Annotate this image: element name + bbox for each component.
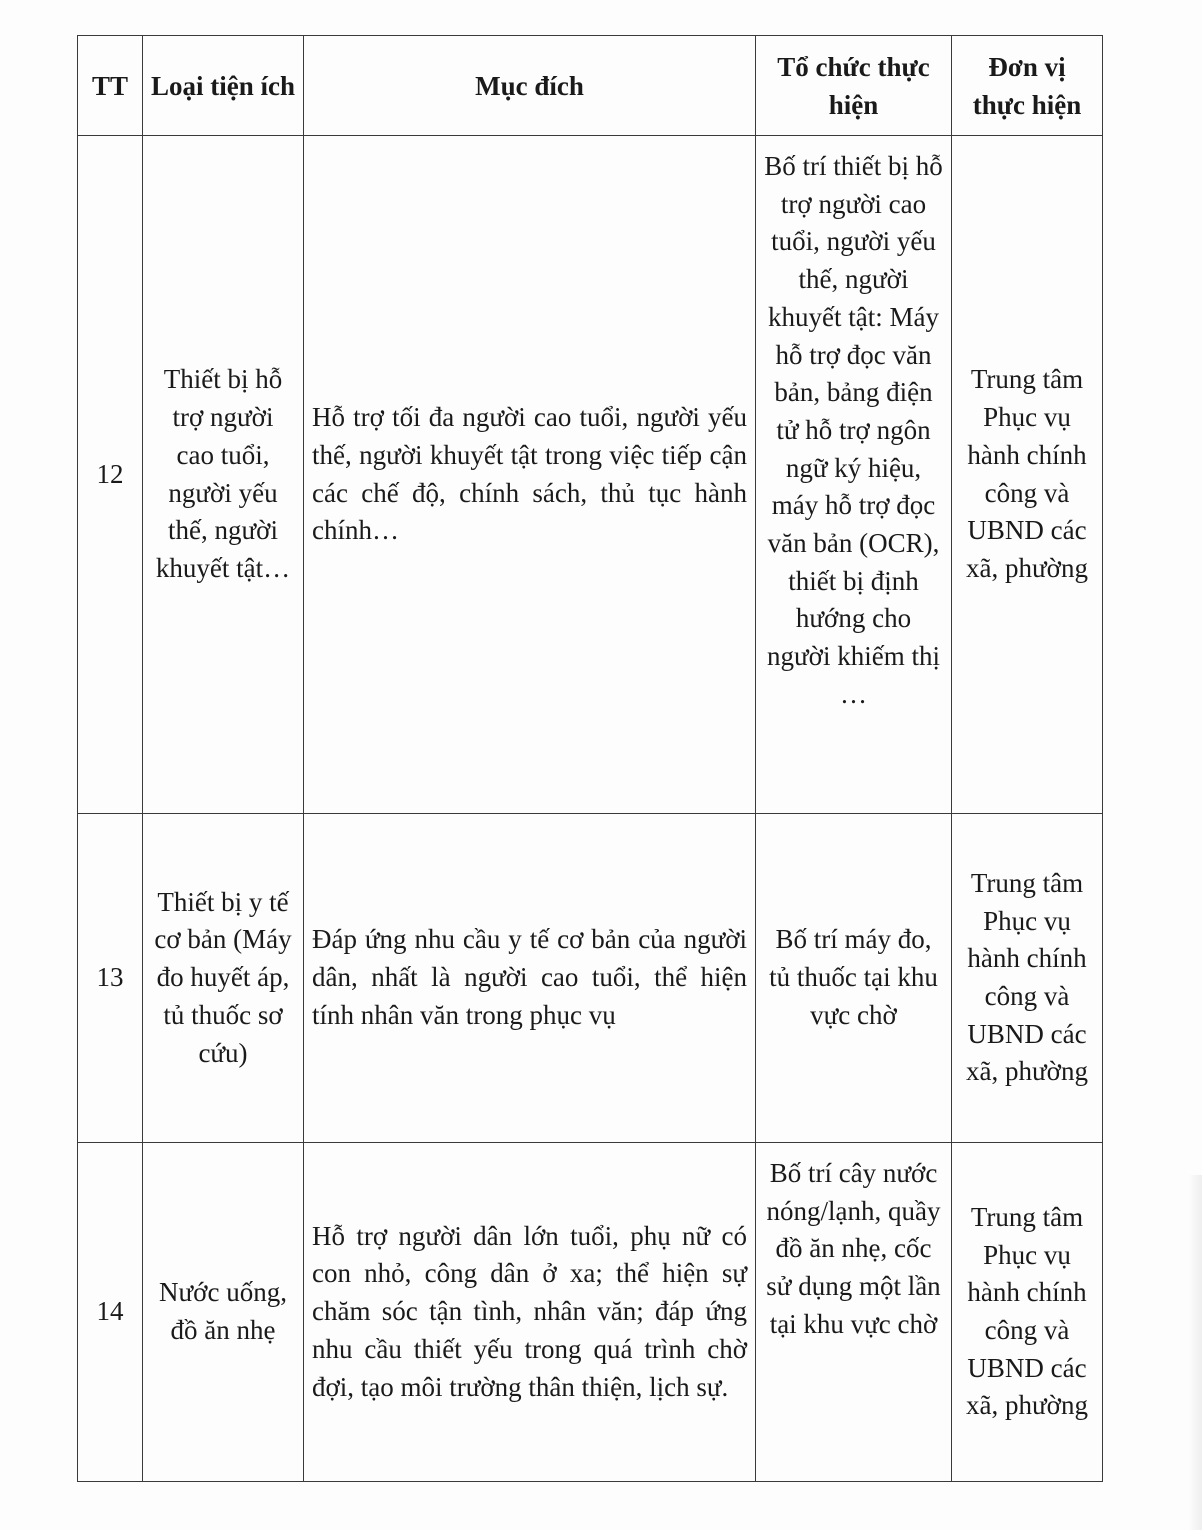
cell-organization: Bố trí cây nước nóng/lạnh, quầy đồ ăn nhẹ, cốc sử dụng một lần tại khu vực chờ	[756, 1143, 952, 1482]
header-tt: TT	[78, 36, 143, 136]
table-row	[78, 1143, 1103, 1482]
table-header-row	[78, 36, 1103, 136]
cell-type: Nước uống, đồ ăn nhẹ	[143, 1143, 304, 1482]
cell-purpose: Hỗ trợ người dân lớn tuổi, phụ nữ có con nhỏ, công dân ở xa; thể hiện sự chăm sóc tận tình, nhân văn; đáp ứng nhu cầu thiết yếu trong quá trình chờ đợi, tạo môi trường thân thiện, lịch sự.	[304, 1143, 756, 1482]
cell-tt: 12	[78, 136, 143, 814]
header-purpose: Mục đích	[304, 36, 756, 136]
table-row	[78, 814, 1103, 1143]
cell-tt: 13	[78, 814, 143, 1143]
cell-unit: Trung tâm Phục vụ hành chính công và UBND các xã, phường	[952, 814, 1103, 1143]
cell-unit: Trung tâm Phục vụ hành chính công và UBND các xã, phường	[952, 136, 1103, 814]
facilities-table	[77, 35, 1103, 1482]
cell-purpose: Hỗ trợ tối đa người cao tuổi, người yếu thế, người khuyết tật trong việc tiếp cận các chế độ, chính sách, thủ tục hành chính…	[304, 136, 756, 814]
cell-organization: Bố trí máy đo, tủ thuốc tại khu vực chờ	[756, 814, 952, 1143]
cell-type: Thiết bị y tế cơ bản (Máy đo huyết áp, tủ thuốc sơ cứu)	[143, 814, 304, 1143]
cell-organization: Bố trí thiết bị hỗ trợ người cao tuổi, người yếu thế, người khuyết tật: Máy hỗ trợ đọc văn bản, bảng điện tử hỗ trợ ngôn ngữ ký hiệu, máy hỗ trợ đọc văn bản (OCR), thiết bị định hướng cho người khiếm thị …	[756, 136, 952, 814]
header-unit: Đơn vị thực hiện	[952, 36, 1103, 136]
cell-purpose: Đáp ứng nhu cầu y tế cơ bản của người dân, nhất là người cao tuổi, thể hiện tính nhân văn trong phục vụ	[304, 814, 756, 1143]
header-type: Loại tiện ích	[143, 36, 304, 136]
page-edge-shadow	[1188, 1175, 1202, 1530]
cell-tt: 14	[78, 1143, 143, 1482]
table-row	[78, 136, 1103, 814]
header-organization: Tổ chức thực hiện	[756, 36, 952, 136]
cell-unit: Trung tâm Phục vụ hành chính công và UBND các xã, phường	[952, 1143, 1103, 1482]
cell-type: Thiết bị hỗ trợ người cao tuổi, người yếu thế, người khuyết tật…	[143, 136, 304, 814]
